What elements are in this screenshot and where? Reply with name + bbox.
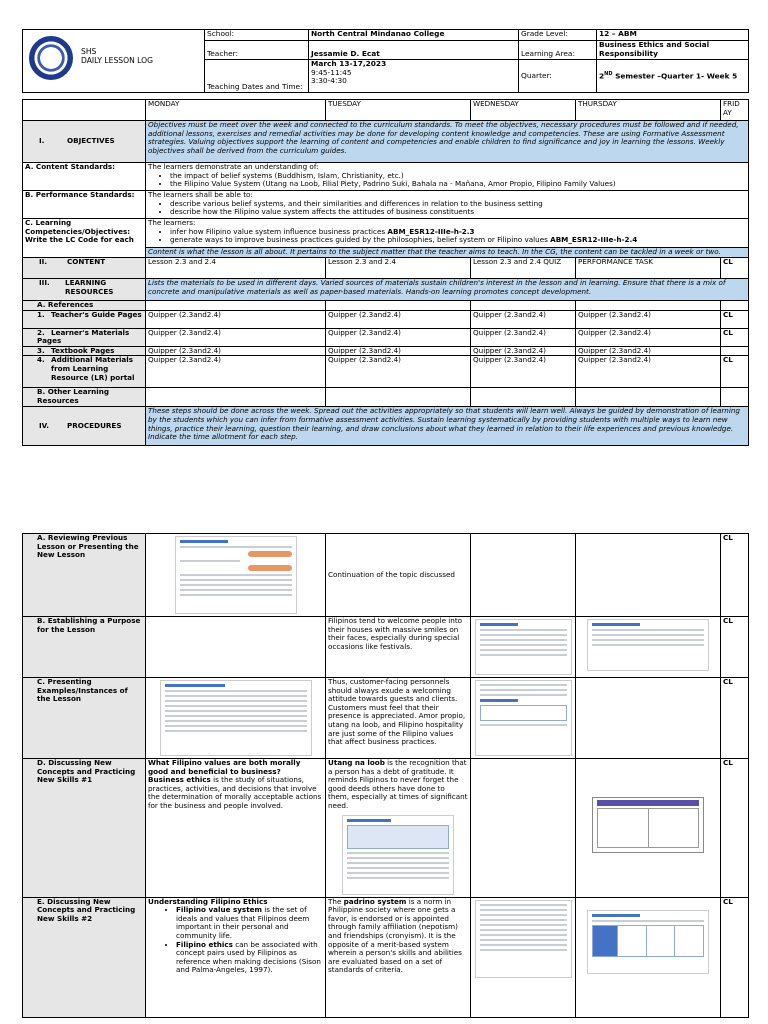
proc-e-fri: CL (721, 897, 749, 1017)
ref-cell: Quipper (2.3and2.4) (146, 310, 326, 328)
term: Filipino value system (176, 905, 263, 915)
proc-d-tue (326, 759, 471, 898)
empty-cell (146, 301, 326, 311)
worksheet-image (587, 910, 709, 974)
worksheet-image (475, 900, 572, 978)
doc-title: DAILY LESSON LOG (81, 56, 153, 65)
empty-cell (146, 617, 326, 678)
proc-label-c: C. Presenting Examples/Instances of the Lesson (23, 678, 146, 759)
competency-1: infer how Filipino value system influence business practices (170, 226, 388, 236)
other-resources-label: B. Other Learning Resources (23, 388, 146, 407)
area-value: Business Ethics and Social Responsibility (597, 41, 749, 60)
content-num: II. (39, 257, 48, 266)
definition: is the recognition that a person has a debt of gratitude. It reminds Filipinos to never forget the good deeds others have done to them, especially at times of significant need. (328, 758, 468, 810)
dates-value-line2: 9:45-11:45 (311, 67, 352, 77)
content-tue: Lesson 2.3 and 2.4 (326, 258, 471, 279)
proc-d-fri: CL (721, 759, 749, 898)
competencies-list (148, 228, 746, 245)
list-item: • describe how the Filipino value system affects the attitudes of business constituents (170, 208, 746, 217)
resources-title-2: RESOURCES (65, 286, 114, 296)
day-friday: FRID AY (721, 100, 749, 121)
ref-cell (721, 346, 749, 356)
empty-cell (576, 301, 721, 311)
doc-line1: SHS (81, 47, 97, 56)
term: Filipino ethics (176, 939, 233, 949)
proc-e-mon (146, 897, 326, 1017)
proc-e-tue (326, 897, 471, 1017)
proc-c-fri: CL (721, 678, 749, 759)
ref-cell: Quipper (2.3and2.4) (471, 346, 576, 356)
ref-cell: Quipper (2.3and2.4) (576, 356, 721, 388)
procedures-num: IV. (39, 421, 50, 431)
empty-cell (576, 534, 721, 617)
ref-cell: Quipper (2.3and2.4) (471, 328, 576, 346)
teacher-label: Teacher: (205, 41, 309, 60)
empty-cell (721, 301, 749, 311)
competencies-text (146, 219, 749, 248)
competencies-intro: The learners: (148, 218, 196, 227)
proc-label-a: A. Reviewing Previous Lesson or Presenting the New Lesson (23, 534, 146, 617)
teacher-value: Jessamie D. Ecat (309, 41, 519, 60)
competency-2-code: ABM_ESR12-IIIe-h-2.4 (550, 235, 638, 245)
proc-b-tue: Filipinos tend to welcome people into their houses with massive smiles on their faces, especially during special occasions like festivals. (326, 617, 471, 678)
competencies-label-1: C. Learning (25, 218, 72, 227)
competency-2: generate ways to improve business practices guided by the philosophies, belief system or Filipino values (170, 235, 551, 245)
ref-cell: Quipper (2.3and2.4) (326, 328, 471, 346)
proc-a-tue: Continuation of the topic discussed (326, 534, 471, 617)
ref-num: 4. (37, 355, 45, 365)
term: padrino system (343, 897, 407, 906)
dates-value-line1: March 13-17,2023 (311, 59, 387, 68)
school-label: School: (205, 30, 309, 41)
performance-standards-list (148, 200, 746, 217)
definition: is the study of situations, practices, activities, and decisions that involve the determination of morally acceptable actions for the business and people involved. (148, 775, 322, 810)
ref-cell: Quipper (2.3and2.4) (146, 328, 326, 346)
empty-cell (576, 678, 721, 759)
empty-cell (326, 301, 471, 311)
header-table (22, 29, 749, 93)
ref-num: 2. (37, 328, 45, 337)
empty-cell (146, 388, 326, 407)
empty-cell (326, 388, 471, 407)
ref-title: Additional Materials from Learning Resource (LR) portal (51, 355, 135, 382)
competency-1-code: ABM_ESR12-IIIe-h-2.3 (387, 226, 475, 236)
ref-cell: Quipper (2.3and2.4) (576, 328, 721, 346)
procedures-text: These steps should be done across the week. Spread out the activities appropriately so that students will learn well. Always be guided by demonstration of learning by the students which you can infer from formative assessment activities. Sustain learning systematically by providing students with multiple ways to learn new things, practice their learning, question their learning, and draw conclusions about what they learned in relation to their life experiences and previous knowledge. Indicate the time allotment for each step. (146, 407, 749, 446)
list-item: • the Filipino Value System (Utang na Loob, Filial Piety, Padrino Suki, Bahala na - Mañana, Amor Propio, Filipino Family Values) (170, 180, 746, 189)
list-item: • describe various belief systems, and their similarities and differences in relation to the business setting (170, 200, 746, 209)
content-title: CONTENT (67, 257, 106, 266)
list-item: • the impact of belief systems (Buddhism, Islam, Christianity, etc.) (170, 172, 746, 181)
text: The (328, 897, 344, 906)
lesson-plan-table (22, 99, 749, 446)
term: Utang na loob (328, 758, 385, 767)
empty-cell (471, 301, 576, 311)
dates-value (309, 60, 519, 93)
ref-cell: Quipper (2.3and2.4) (326, 356, 471, 388)
ref-cell: Quipper (2.3and2.4) (146, 356, 326, 388)
content-label (23, 258, 146, 279)
definition: can be associated with concept pairs used by Filipinos as reference when making decisions (Sison and Palma-Angeles, 1997). (176, 939, 321, 975)
empty-cell (471, 759, 576, 898)
proc-label-b: B. Establishing a Purpose for the Lesson (23, 617, 146, 678)
blank-head (23, 100, 146, 121)
ref-title: Teacher's Guide Pages (51, 310, 142, 319)
proc-d-mon-text (148, 776, 323, 810)
ref-label-2 (23, 328, 146, 346)
term: Business ethics (148, 775, 211, 785)
worksheet-thumbnail (576, 617, 721, 678)
ref-cell: Quipper (2.3and2.4) (326, 310, 471, 328)
ref-cell: Quipper (2.3and2.4) (576, 346, 721, 356)
ref-cell: Quipper (2.3and2.4) (146, 346, 326, 356)
ref-cell: CL (721, 328, 749, 346)
worksheet-image (175, 536, 297, 614)
performance-standards-label: B. Performance Standards: (23, 191, 146, 219)
objectives-num: I. (39, 136, 45, 146)
list-item (176, 906, 323, 940)
content-mon: Lesson 2.3 and 2.4 (146, 258, 326, 279)
empty-cell (471, 534, 576, 617)
ref-label-3 (23, 346, 146, 356)
quarter-text: Semester –Quarter 1- Week 5 (612, 71, 738, 81)
resources-title-1: LEARNING (65, 278, 107, 287)
ref-cell: Quipper (2.3and2.4) (576, 310, 721, 328)
objectives-title: OBJECTIVES (67, 136, 115, 146)
proc-e-list (148, 906, 323, 975)
ref-num: 1. (37, 310, 45, 319)
day-monday: MONDAY (146, 100, 326, 121)
objectives-text: Objectives must be meet over the week and connected to the curriculum standards. To meet the objectives, necessary procedures must be followed and if needed, additional lessons, exercises and remedial activities may be done for developing content knowledge and competencies. These are using Formative Assessment strategies. Valuing objectives support the learning of content and competencies and enable children to find significance and joy in learning the lessons. Weekly objectives shall be derived from the curriculum guides. (146, 121, 749, 163)
quarter-sup: ND (604, 71, 613, 78)
list-item (170, 236, 746, 245)
proc-d-question: What Filipino values are both morally good and beneficial to business? (148, 758, 301, 776)
competencies-label-3: Write the LC Code for each (25, 235, 134, 245)
content-standards-label: A. Content Standards: (23, 163, 146, 191)
dates-value-line3: 3:30-4:30 (311, 76, 347, 86)
deped-seal-icon (29, 36, 73, 80)
worksheet-image (587, 619, 709, 671)
worksheet-image (592, 797, 704, 853)
empty-cell (471, 388, 576, 407)
proc-b-fri: CL (721, 617, 749, 678)
worksheet-thumbnail (471, 678, 576, 759)
resources-label (23, 279, 146, 301)
ref-title: Textbook Pages (51, 346, 115, 355)
ref-cell: Quipper (2.3and2.4) (326, 346, 471, 356)
worksheet-image (160, 680, 312, 756)
school-value: North Central Mindanao College (309, 30, 519, 41)
day-thursday: THURSDAY (576, 100, 721, 121)
worksheet-image (342, 815, 454, 895)
ref-label-4 (23, 356, 146, 388)
ref-cell: CL (721, 310, 749, 328)
content-fri: CL (721, 258, 749, 279)
procedures-table (22, 533, 749, 1018)
resources-text: Lists the materials to be used in different days. Varied sources of materials sustain children's interest in the lesson and in learning. Ensure that there is a mix of concrete and manipulative materials as well as paper-based materials. Hands-on learning promotes concept development. (146, 279, 749, 301)
content-standards-text (146, 163, 749, 191)
competencies-label (23, 219, 146, 258)
competencies-label-2: Competencies/Objectives: (25, 226, 131, 236)
proc-e-title: Understanding Filipino Ethics (148, 897, 268, 906)
day-tuesday: TUESDAY (326, 100, 471, 121)
ref-num: 3. (37, 346, 45, 355)
quarter-value (597, 60, 749, 93)
procedures-label (23, 407, 146, 446)
ref-label-1 (23, 310, 146, 328)
worksheet-thumbnail (471, 897, 576, 1017)
ref-cell: Quipper (2.3and2.4) (471, 310, 576, 328)
empty-cell (721, 388, 749, 407)
content-note: Content is what the lesson is all about. It pertains to the subject matter that the teacher aims to teach. In the CG, the content can be tackled in a week or two. (146, 248, 749, 258)
quarter-num: 2 (599, 71, 605, 81)
worksheet-image (475, 619, 572, 675)
list-item (176, 941, 323, 975)
ref-title: Learner's Materials Pages (37, 328, 130, 346)
content-standards-intro: The learners demonstrate an understanding of: (148, 162, 319, 171)
definition: is a norm in Philippine society where one gets a favor, is endorsed or is appointed through family affiliation (nepotism) and friendships (cronyism). It is the opposite of a merit-based system wherein a person's skills and abilities are evaluated based on a set of standards of criteria. (328, 897, 462, 975)
day-wednesday: WEDNESDAY (471, 100, 576, 121)
quarter-label: Quarter: (519, 60, 597, 93)
empty-cell (576, 388, 721, 407)
resources-num: III. (39, 278, 50, 287)
procedures-title: PROCEDURES (67, 421, 122, 431)
logo-cell (23, 30, 205, 93)
ref-cell: Quipper (2.3and2.4) (471, 356, 576, 388)
grade-label: Grade Level: (519, 30, 597, 41)
performance-standards-intro: The learners shall be able to: (148, 190, 253, 199)
proc-d-mon (146, 759, 326, 898)
worksheet-thumbnail (471, 617, 576, 678)
proc-a-fri: CL (721, 534, 749, 617)
content-standards-list (148, 172, 746, 189)
worksheet-thumbnail (146, 678, 326, 759)
dates-label: Teaching Dates and Time: (205, 60, 309, 93)
content-thu: PERFORMANCE TASK (576, 258, 721, 279)
worksheet-thumbnail (576, 897, 721, 1017)
definition: is the set of ideals and values that Filipinos deem important in their personal and community life. (176, 905, 310, 940)
proc-label-d: D. Discussing New Concepts and Practicing New Skills #1 (23, 759, 146, 898)
proc-label-e: E. Discussing New Concepts and Practicing New Skills #2 (23, 897, 146, 1017)
content-wed: Lesson 2.3 and 2.4 QUIZ (471, 258, 576, 279)
performance-standards-text (146, 191, 749, 219)
worksheet-thumbnail (576, 759, 721, 898)
grade-value: 12 – ABM (597, 30, 749, 41)
ref-cell: CL (721, 356, 749, 388)
references-label: A. References (23, 301, 146, 311)
proc-c-tue: Thus, customer-facing personnels should always exude a welcoming attitude towards guests and clients. Customers must feel that their presence is appreciated. Amor propio, utang na loob, and Filipino hospitality are just some of the Filipino values that affect business practices. (326, 678, 471, 759)
worksheet-image (475, 680, 572, 756)
objectives-label (23, 121, 146, 163)
area-label: Learning Area: (519, 41, 597, 60)
worksheet-thumbnail (146, 534, 326, 617)
